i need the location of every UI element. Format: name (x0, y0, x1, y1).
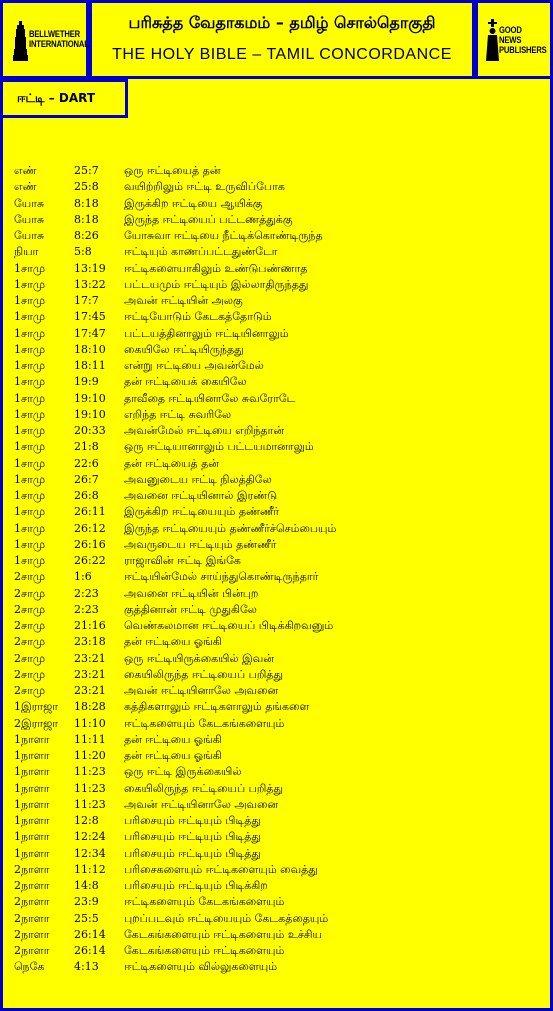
list-item (14, 179, 544, 195)
entry-book: 1சாமு (14, 440, 46, 454)
list-item (14, 244, 544, 260)
entry-book: 2நாளா (14, 862, 50, 876)
entry-book: 1சாமு (14, 505, 46, 519)
list-item (14, 212, 544, 228)
entry-text: இருக்கிற ஈட்டியை ஆயிக்கு (124, 196, 263, 210)
entry-text: கேடகங்களையும் ஈட்டிகளையும் (124, 944, 285, 957)
entry-text: அவனை ஈட்டியினால் இரண்டு (124, 489, 278, 502)
entry-book: 2சாமு (14, 635, 46, 649)
entry-book: 1சாமு (14, 261, 46, 275)
entry-reference: 22:6 (74, 456, 99, 470)
logo-left-line1: BELLWETHER (28, 28, 80, 39)
entry-book: 1சாமு (14, 277, 46, 291)
entry-text: ஈட்டியும் காணப்பட்டதுண்டோ (124, 245, 278, 259)
entry-text: அவன்மேல் ஈட்டியை எறிந்தான் (124, 424, 284, 437)
entry-book: 1நாளா (14, 781, 50, 795)
entry-reference: 26:16 (74, 537, 106, 551)
entry-book: 2சாமு (14, 619, 46, 632)
list-item (14, 716, 544, 732)
entry-text: தாவீதை ஈட்டியினாலே சுவரோடே (124, 391, 296, 405)
list-item (14, 878, 544, 894)
entry-book: 2நாளா (14, 944, 50, 957)
entry-reference: 11:23 (74, 765, 106, 779)
list-item (14, 797, 544, 813)
list-item (14, 813, 544, 829)
entry-reference: 19:10 (74, 407, 106, 421)
list-item (14, 504, 544, 520)
entry-book: 1சாமு (14, 424, 46, 437)
entry-reference: 21:8 (74, 440, 99, 454)
entry-text: ஈட்டியின்மேல் சாய்ந்துகொண்டிருந்தார் (124, 570, 319, 584)
entry-book: 1சாமு (14, 294, 46, 307)
entry-book: 2சாமு (14, 570, 46, 584)
entry-text: அவன் ஈட்டியினாலே அவனை (124, 797, 279, 811)
entry-reference: 26:8 (74, 489, 99, 502)
entry-reference: 26:11 (74, 505, 106, 519)
entry-text: கையிலிருந்த ஈட்டியைப் பறித்து (124, 667, 283, 681)
list-item (14, 407, 544, 423)
entry-book: 1சாமு (14, 375, 46, 389)
entry-reference: 8:26 (74, 229, 99, 242)
entry-reference: 19:9 (74, 375, 99, 389)
list-item (14, 488, 544, 504)
title-banner (89, 0, 475, 79)
entry-text: தன் ஈட்டியை ஓங்கி (124, 635, 222, 649)
entry-text: பரிசையும் ஈட்டியும் பிடித்து (124, 814, 261, 827)
list-item (14, 423, 544, 439)
entry-reference: 18:11 (74, 359, 106, 372)
list-item (14, 829, 544, 845)
title-english: THE HOLY BIBLE – TAMIL CONCORDANCE (112, 46, 452, 63)
list-item (14, 163, 544, 179)
list-item (14, 862, 544, 878)
entry-reference: 8:18 (74, 196, 99, 210)
list-item (14, 911, 544, 927)
entry-text: ஈட்டிகளையும் கேடகங்களையும் (124, 895, 285, 909)
entry-reference: 11:23 (74, 781, 106, 795)
entry-book: 1சாமு (14, 472, 46, 486)
entry-book: 2சாமு (14, 684, 46, 697)
entry-book: 1சாமு (14, 554, 46, 567)
list-item (14, 537, 544, 553)
entry-book: 1சாமு (14, 359, 46, 372)
entry-book: 2நாளா (14, 927, 50, 941)
title-tamil: பரிசுத்த வேதாகமம் – தமிழ் சொல்தொகுதி (128, 13, 436, 32)
list-item (14, 228, 544, 244)
entry-text: இருந்த ஈட்டியையும் தண்ணீர்ச்செம்பையும் (124, 521, 337, 535)
entry-text: தன் ஈட்டியைக் கையிலே (124, 375, 247, 389)
entry-text: தன் ஈட்டியை ஓங்கி (124, 749, 222, 762)
entry-text: குத்தினான் ஈட்டி முதுகிலே (124, 602, 257, 616)
entry-book: 1சாமு (14, 326, 46, 340)
list-item (14, 326, 544, 342)
entry-book: 1சாமு (14, 310, 46, 324)
list-item (14, 472, 544, 488)
list-item (14, 651, 544, 667)
entry-reference: 23:21 (74, 684, 106, 697)
entry-book: 1இராஜா (14, 700, 59, 714)
entry-text: பட்டயமும் ஈட்டியும் இல்லாதிருந்தது (124, 277, 309, 291)
entry-book: எண் (14, 180, 37, 194)
entry-text: ஒரு ஈட்டியைத் தன் (124, 164, 221, 177)
list-item (14, 586, 544, 602)
list-item (14, 391, 544, 407)
entry-text: ஈட்டிகளையாகிலும் உண்டுபண்ணாத (124, 261, 308, 275)
headword: ஈட்டி – DART (17, 91, 96, 105)
entry-book: எண் (14, 164, 37, 177)
entry-text: அவன் ஈட்டியின் அலகு (124, 294, 243, 307)
entry-reference: 2:23 (74, 602, 99, 616)
entry-reference: 1:6 (74, 570, 92, 584)
entry-book: யோசு (14, 196, 45, 210)
entry-book: 2சாமு (14, 586, 46, 600)
entry-text: பரிசையும் ஈட்டியும் பிடிக்கிற (124, 879, 268, 892)
headword-box (0, 79, 128, 118)
entry-reference: 17:7 (74, 294, 99, 307)
list-item (14, 846, 544, 862)
entry-reference: 11:20 (74, 749, 106, 762)
entry-text: ஒரு ஈட்டியானாலும் பட்டயமானாலும் (124, 440, 314, 454)
entry-text: என்று ஈட்டியை அவன்மேல் (124, 359, 264, 372)
logo-left-line2: INTERNATIONAL (28, 38, 89, 49)
entry-reference: 11:11 (74, 732, 106, 746)
entry-text: தன் ஈட்டியைத் தன் (124, 456, 219, 470)
cross-figure-icon (483, 15, 545, 65)
list-item (14, 374, 544, 390)
entry-reference: 18:10 (74, 342, 106, 356)
logo-right-line1: GOOD NEWS (499, 24, 522, 45)
list-item (14, 342, 544, 358)
list-item (14, 569, 544, 585)
entry-book: நெகே (14, 960, 45, 974)
entry-text: பரிசையும் ஈட்டியும் பிடித்து (124, 830, 261, 844)
entry-text: ஈட்டிகளையும் வில்லுகளையும் (124, 960, 278, 974)
list-item (14, 293, 544, 309)
list-item (14, 683, 544, 699)
entry-text: ஈட்டிகளையும் கேடகங்களையும் (124, 716, 285, 730)
list-item (14, 634, 544, 650)
list-item (14, 927, 544, 943)
logo-right-line2: PUBLISHERS (499, 44, 547, 55)
entry-reference: 5:8 (74, 245, 92, 259)
entry-reference: 23:9 (74, 895, 99, 909)
entry-reference: 17:45 (74, 310, 106, 324)
entry-reference: 20:33 (74, 424, 106, 437)
list-item (14, 553, 544, 569)
entry-text: அவன் ஈட்டியினாலே அவனை (124, 684, 279, 697)
entry-book: 1நாளா (14, 732, 50, 746)
list-item (14, 602, 544, 618)
entry-reference: 23:18 (74, 635, 106, 649)
entry-reference: 13:22 (74, 277, 106, 291)
list-item (14, 943, 544, 959)
list-item (14, 959, 544, 975)
entry-reference: 23:21 (74, 667, 106, 681)
entry-reference: 11:12 (74, 862, 106, 876)
entry-text: கேடகங்களையும் ஈட்டிகளையும் உச்சிய (124, 927, 322, 941)
entry-reference: 11:23 (74, 797, 106, 811)
entry-reference: 19:10 (74, 391, 106, 405)
entry-reference: 25:8 (74, 180, 99, 194)
entry-reference: 17:47 (74, 326, 106, 340)
entry-text: எறிந்த ஈட்டி சுவரிலே (124, 407, 232, 421)
entry-text: ஈட்டியோடும் கேடகத்தோடும் (124, 310, 272, 324)
entry-text: வயிற்றிலும் ஈட்டி உருவிப்போக (124, 180, 285, 194)
entry-book: 1சாமு (14, 342, 46, 356)
entry-reference: 12:24 (74, 830, 106, 844)
entry-book: 1சாமு (14, 521, 46, 535)
entry-text: புறப்படவும் ஈட்டியையும் கேடகத்தையும் (124, 911, 329, 925)
entry-reference: 25:7 (74, 164, 99, 177)
list-item (14, 764, 544, 780)
entry-text: ராஜாவின் ஈட்டி இங்கே (124, 554, 241, 567)
entry-book: 2சாமு (14, 667, 46, 681)
entry-text: பரிசையும் ஈட்டியும் பிடித்து (124, 846, 261, 860)
entry-book: 2நாளா (14, 879, 50, 892)
entry-book: 1சாமு (14, 537, 46, 551)
entry-reference: 2:23 (74, 586, 99, 600)
entry-text: கத்திகளாலும் ஈட்டிகளாலும் தங்களை (124, 700, 310, 714)
entry-text: அவனுடைய ஈட்டி நிலத்திலே (124, 472, 272, 486)
entry-book: 1சாமு (14, 456, 46, 470)
entry-reference: 13:19 (74, 261, 106, 275)
entry-book: 1நாளா (14, 797, 50, 811)
entry-book: 1சாமு (14, 391, 46, 405)
list-item (14, 309, 544, 325)
entry-book: 2இராஜா (14, 716, 59, 730)
list-item (14, 894, 544, 910)
entry-reference: 8:18 (74, 212, 99, 226)
entry-reference: 25:5 (74, 911, 99, 925)
entry-text: அவருடைய ஈட்டியும் தண்ணீர் (124, 537, 277, 551)
entry-reference: 26:14 (74, 944, 106, 957)
entry-book: நியா (14, 245, 39, 259)
list-item (14, 277, 544, 293)
entry-text: தன் ஈட்டியை ஓங்கி (124, 732, 222, 746)
entry-book: யோசு (14, 212, 45, 226)
entry-reference: 12:8 (74, 814, 99, 827)
entry-text: கையிலிருந்த ஈட்டியைப் பறித்து (124, 781, 283, 795)
entry-book: யோசு (14, 229, 45, 242)
entry-reference: 26:22 (74, 554, 106, 567)
entry-book: 2நாளா (14, 895, 50, 909)
list-item (14, 732, 544, 748)
entry-text: பரிசைகளையும் ஈட்டிகளையும் வைத்து (124, 862, 318, 876)
entry-text: இருந்த ஈட்டியைப் பட்டணத்துக்கு (124, 212, 293, 226)
entry-list (14, 163, 544, 976)
bell-tower-icon (10, 15, 89, 65)
entry-text: ஒரு ஈட்டியிருக்கையில் இவன் (124, 651, 274, 665)
entry-book: 1சாமு (14, 407, 46, 421)
list-item (14, 667, 544, 683)
entry-reference: 26:14 (74, 927, 106, 941)
entry-reference: 11:10 (74, 716, 106, 730)
entry-text: ஒரு ஈட்டி இருக்கையில் (124, 765, 242, 779)
list-item (14, 261, 544, 277)
list-item (14, 456, 544, 472)
entry-text: அவனை ஈட்டியின் பின்புற (124, 586, 259, 600)
entry-book: 1நாளா (14, 814, 50, 827)
entry-book: 1நாளா (14, 765, 50, 779)
entry-book: 1நாளா (14, 830, 50, 844)
entry-text: கையிலே ஈட்டியிருந்தது (124, 342, 244, 356)
entry-book: 1நாளா (14, 749, 50, 762)
entry-reference: 4:13 (74, 960, 99, 974)
list-item (14, 748, 544, 764)
entry-text: பட்டயத்தினாலும் ஈட்டியினாலும் (124, 326, 289, 340)
list-item (14, 521, 544, 537)
entry-book: 1சாமு (14, 489, 46, 502)
list-item (14, 618, 544, 634)
entry-reference: 12:34 (74, 846, 106, 860)
entry-reference: 26:7 (74, 472, 99, 486)
list-item (14, 439, 544, 455)
entry-reference: 26:12 (74, 521, 106, 535)
entry-text: இருக்கிற ஈட்டியையும் தண்ணீர் (124, 505, 280, 519)
entry-book: 2நாளா (14, 911, 50, 925)
publisher-logo-left (0, 0, 89, 79)
entry-book: 1நாளா (14, 846, 50, 860)
list-item (14, 699, 544, 715)
entry-book: 2சாமு (14, 602, 46, 616)
entry-book: 2சாமு (14, 651, 46, 665)
list-item (14, 781, 544, 797)
entry-text: வெண்கலமான ஈட்டியைப் பிடிக்கிறவனும் (124, 619, 334, 632)
entry-text: யோசுவா ஈட்டியை நீட்டிக்கொண்டிருந்த (124, 229, 323, 242)
entry-reference: 23:21 (74, 651, 106, 665)
entry-reference: 14:8 (74, 879, 99, 892)
list-item (14, 358, 544, 374)
entry-reference: 18:28 (74, 700, 106, 714)
entry-reference: 21:16 (74, 619, 106, 632)
list-item (14, 196, 544, 212)
publisher-logo-right (475, 0, 553, 79)
